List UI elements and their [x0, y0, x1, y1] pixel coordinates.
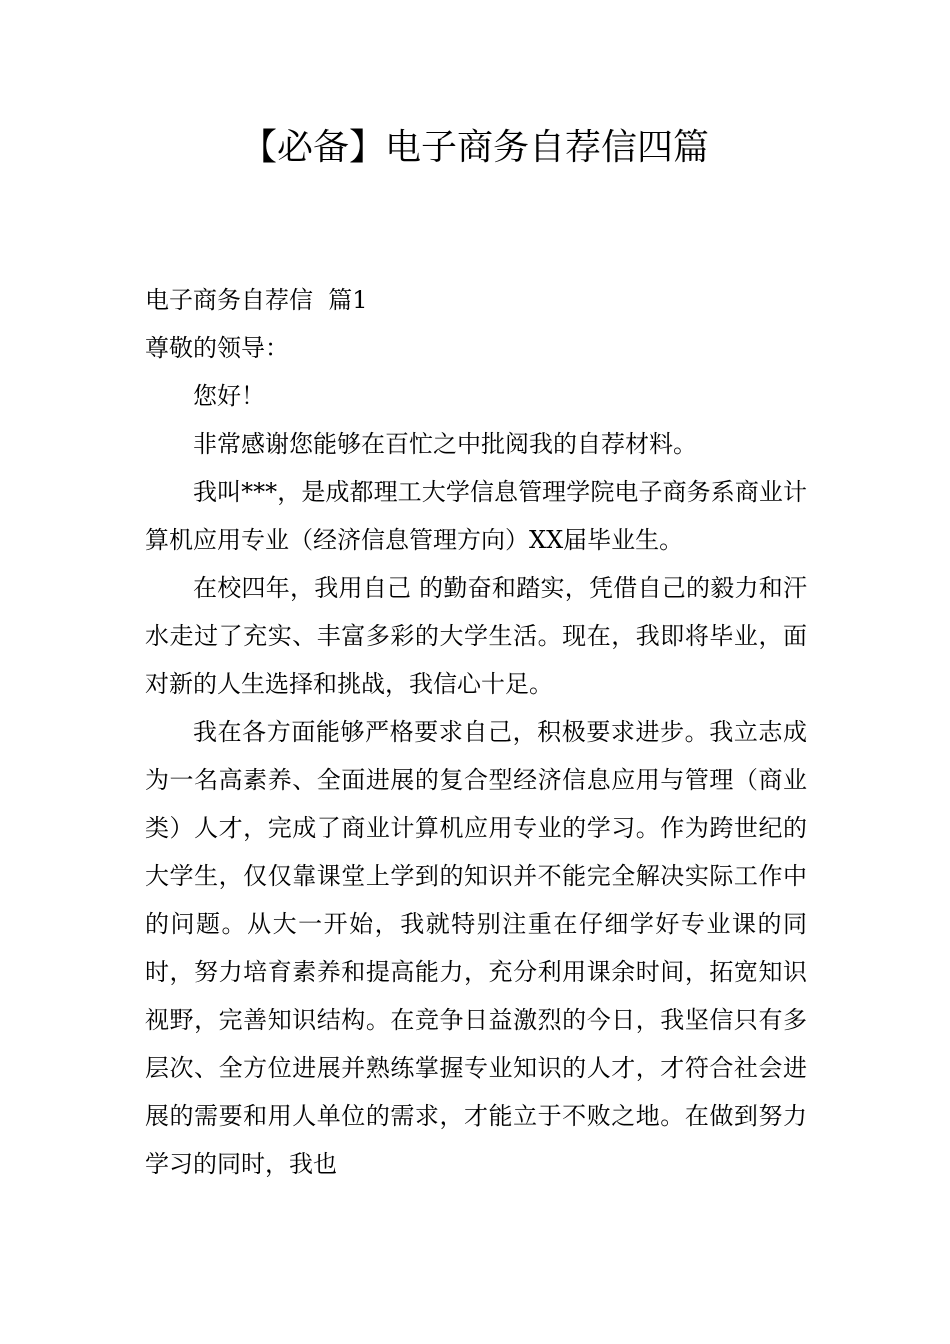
- section-heading: 电子商务自荐信 篇1: [145, 286, 368, 314]
- paragraph-thanks: 非常感谢您能够在百忙之中批阅我的自荐材料。: [193, 430, 697, 458]
- document-body: [145, 276, 807, 1188]
- paragraph-university-life: 在校四年，我用自己 的勤奋和踏实，凭借自己的毅力和汗水走过了充实、丰富多彩的大学生活。现在，我即将毕业，面对新的人生选择和挑战，我信心十足。: [145, 574, 807, 698]
- salutation: 尊敬的领导：: [145, 334, 289, 362]
- document-title: 【必备】电子商务自荐信四篇: [240, 127, 709, 168]
- paragraph-self-requirements: 我在各方面能够严格要求自己，积极要求进步。我立志成为一名高素养、全面进展的复合型经济信息应用与管理（商业类）人才，完成了商业计算机应用专业的学习。作为跨世纪的大学生，仅仅靠课堂上学到的知识并不能完全解决实际工作中的问题。从大一开始，我就特别注重在仔细学好专业课的同时，努力培育素养和提高能力，充分利用课余时间，拓宽知识视野，完善知识结构。在竞争日益激烈的今日，我坚信只有多层次、全方位进展并熟练掌握专业知识的人才，才符合社会进展的需要和用人单位的需求，才能立于不败之地。在做到努力学习的同时，我也: [145, 718, 807, 1178]
- paragraph-greeting: 您好！: [193, 382, 265, 410]
- paragraph-introduction: 我叫***，是成都理工大学信息管理学院电子商务系商业计算机应用专业（经济信息管理方向）XX届毕业生。: [145, 478, 807, 554]
